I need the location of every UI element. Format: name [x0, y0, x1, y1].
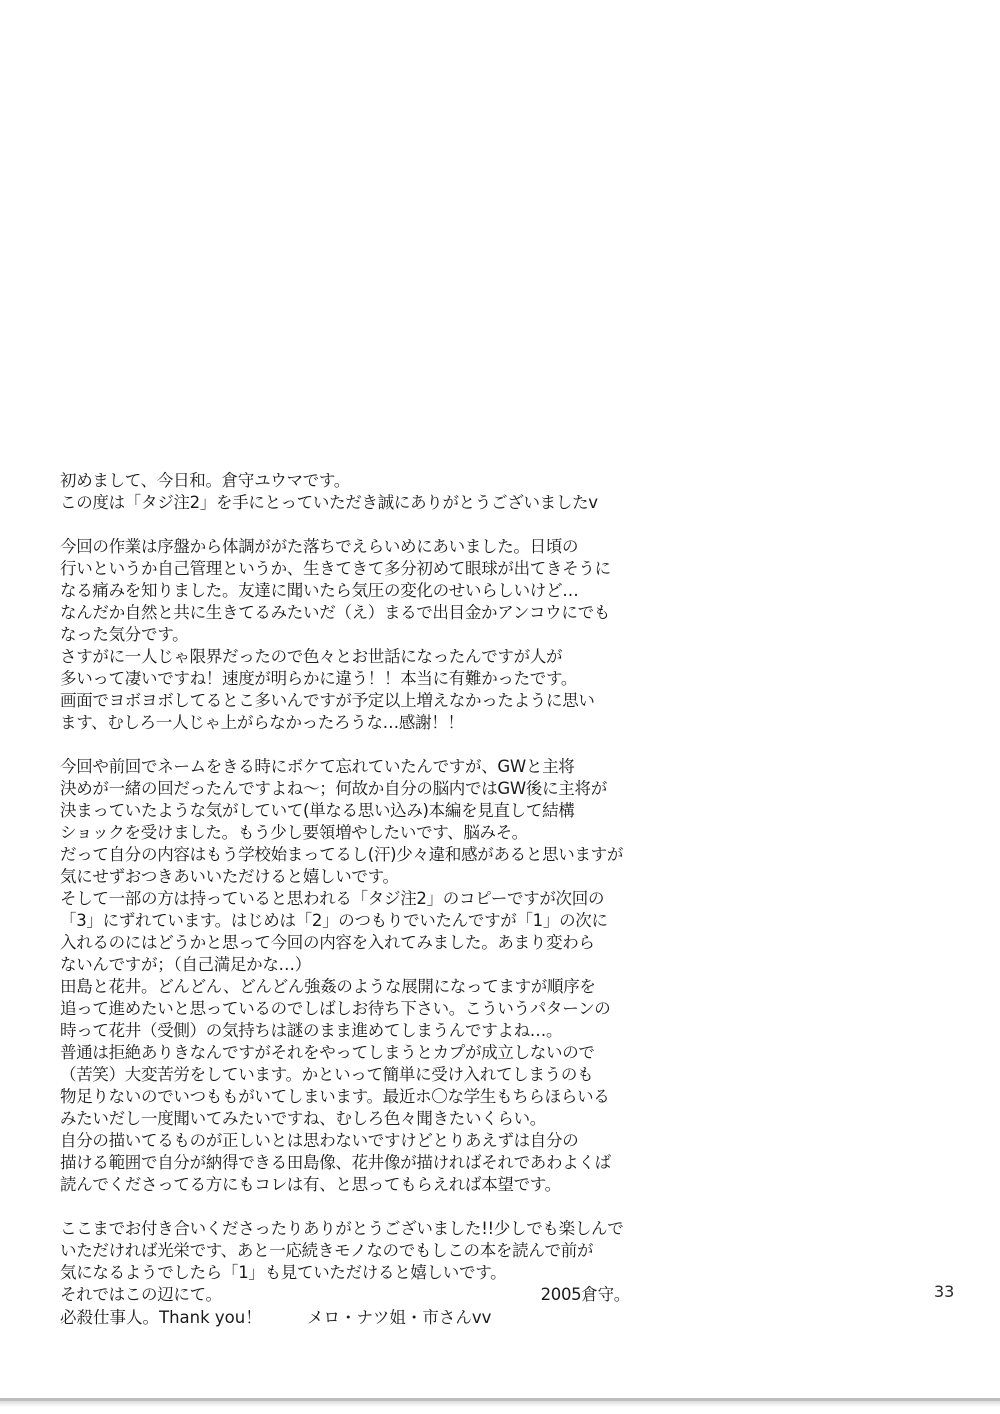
- text-line: いただければ光栄です、あと一応続きモノなのでもしこの本を読んで前が: [60, 1241, 594, 1260]
- text-line: 田島と花井。どんどん、どんどん強姦のような展開になってますが順序を: [60, 977, 596, 996]
- text-line: 追って進めたいと思っているのでしばしお待ち下さい。こういうパターンの: [60, 999, 611, 1018]
- text-line: 気になるようでしたら「1」も見ていただけると嬉しいです。: [60, 1263, 507, 1282]
- text-line: なんだか自然と共に生きてるみたいだ（え）まるで出目金かアンコウにでも: [60, 603, 610, 622]
- text-line: 入れるのにはどうかと思って今回の内容を入れてみました。あまり変わら: [60, 933, 595, 952]
- text-line: 決めが一緒の回だったんですよね～；何故か自分の脳内ではGW後に主将が: [60, 779, 607, 798]
- text-line: なった気分です。: [60, 625, 189, 644]
- page-number: 33: [934, 1282, 955, 1301]
- paragraph-gap: [60, 514, 680, 536]
- text-line: 読んでくださってる方にもコレは有、と思ってもらえれば本望です。: [60, 1175, 561, 1194]
- text-line: ます、むしろ一人じゃ上がらなかったろうな…感謝！！: [60, 713, 464, 732]
- text-line: 初めまして、今日和。倉守ユウマです。: [60, 471, 350, 490]
- closing-line: [60, 1284, 630, 1306]
- text-line: ここまでお付き合いくださったりありがとうございました!!少しでも楽しんで: [60, 1219, 624, 1238]
- text-line: 決まっていたような気がしていて(単なる思い込み)本編を見直して結構: [60, 801, 575, 820]
- text-line: ないんですが；（自己満足かな…）: [60, 955, 311, 974]
- text-line: 物足りないのでいつももがいてしまいます。最近ホ〇な学生もちらほらいる: [60, 1087, 610, 1106]
- afterword-text: [60, 470, 680, 1306]
- author-signature: 2005倉守。: [540, 1285, 630, 1304]
- thanks-line: [60, 1304, 491, 1328]
- paragraph-gap: [60, 734, 680, 756]
- text-line: 画面でヨボヨボしてるとこ多いんですが予定以上増えなかったように思い: [60, 691, 595, 710]
- text-line: 時って花井（受側）の気持ちは謎のまま進めてしまうんですよね…。: [60, 1021, 563, 1040]
- text-line: 気にせずおつきあいいただけると嬉しいです。: [60, 867, 399, 886]
- text-line: 今回や前回でネームをきる時にボケて忘れていたんですが、GWと主将: [60, 757, 575, 776]
- text-line: 「3」にずれています。はじめは「2」のつもりでいたんですが「1」の次に: [60, 911, 608, 930]
- thanks-names: メロ・ナツ姐・市さんvv: [306, 1308, 492, 1327]
- text-line: 普通は拒絶ありきなんですがそれをやってしまうとカプが成立しないので: [60, 1043, 595, 1062]
- thanks-label: 必殺仕事人。Thank you！: [60, 1308, 262, 1327]
- text-line: ショックを受けました。もう少し要領増やしたいです、脳みそ。: [60, 823, 528, 842]
- closing-text: それではこの辺にて。: [60, 1285, 222, 1304]
- text-line: 多いって凄いですね！速度が明らかに違う！！本当に有難かったです。: [60, 669, 578, 688]
- text-line: みたいだし一度聞いてみたいですね、むしろ色々聞きたいくらい。: [60, 1109, 547, 1128]
- text-line: 描ける範囲で自分が納得できる田島像、花井像が描ければそれであわよくば: [60, 1153, 611, 1172]
- text-line: （苦笑）大変苦労をしています。かといって簡単に受け入れてしまうのも: [60, 1065, 594, 1084]
- text-line: この度は「タジ注2」を手にとっていただき誠にありがとうございましたv: [60, 493, 598, 512]
- text-line: なる痛みを知りました。友達に聞いたら気圧の変化のせいらしいけど…: [60, 581, 579, 600]
- paragraph-gap: [60, 1196, 680, 1218]
- text-line: だって自分の内容はもう学校始まってるし(汗)少々違和感があると思いますが: [60, 845, 624, 864]
- text-line: 行いというか自己管理というか、生きてきて多分初めて眼球が出てきそうに: [60, 559, 611, 578]
- text-line: そして一部の方は持っていると思われる「タジ注2」のコピーですが次回の: [60, 889, 605, 908]
- page-edge-shadow: [0, 1401, 1000, 1407]
- text-line: さすがに一人じゃ限界だったので色々とお世話になったんですが人が: [60, 647, 563, 666]
- text-line: 自分の描いてるものが正しいとは思わないですけどとりあえずは自分の: [60, 1131, 579, 1150]
- text-line: 今回の作業は序盤から体調ががた落ちでえらいめにあいました。日頃の: [60, 537, 579, 556]
